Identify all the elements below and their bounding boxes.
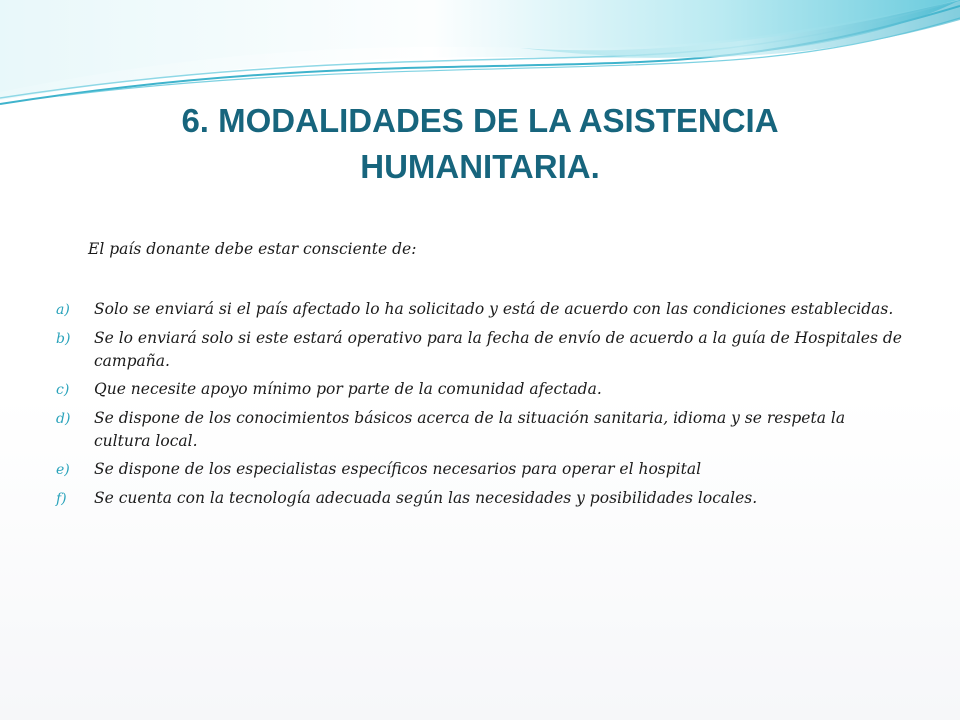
list-marker: d) <box>56 411 71 427</box>
slide-title: 6. MODALIDADES DE LA ASISTENCIA HUMANITARIA. <box>181 102 779 185</box>
list-item <box>56 407 906 453</box>
list-item-text: Se dispone de los conocimientos básicos acerca de la situación sanitaria, idioma y se respeta la cultura local. <box>94 409 846 450</box>
list-item-text: Se cuenta con la tecnología adecuada según las necesidades y posibilidades locales. <box>94 489 758 507</box>
list-marker: a) <box>56 302 70 318</box>
intro-text: El país donante debe estar consciente de: <box>88 240 417 258</box>
list-item-text: Solo se enviará si el país afectado lo ha solicitado y está de acuerdo con las condiciones establecidas. <box>94 300 894 318</box>
list-item <box>56 487 906 511</box>
list-marker: b) <box>56 331 71 347</box>
conditions-list <box>56 298 906 516</box>
list-item-text: Se lo enviará solo si este estará operativo para la fecha de envío de acuerdo a la guía de Hospitales de campaña. <box>94 329 902 370</box>
list-marker: e) <box>56 462 70 478</box>
list-item-text: Se dispone de los especialistas específicos necesarios para operar el hospital <box>94 460 702 478</box>
list-item <box>56 458 906 482</box>
list-item <box>56 378 906 402</box>
list-item <box>56 327 906 373</box>
list-item <box>56 298 906 322</box>
list-item-text: Que necesite apoyo mínimo por parte de la comunidad afectada. <box>94 380 602 398</box>
list-marker: f) <box>56 491 67 507</box>
list-marker: c) <box>56 382 70 398</box>
